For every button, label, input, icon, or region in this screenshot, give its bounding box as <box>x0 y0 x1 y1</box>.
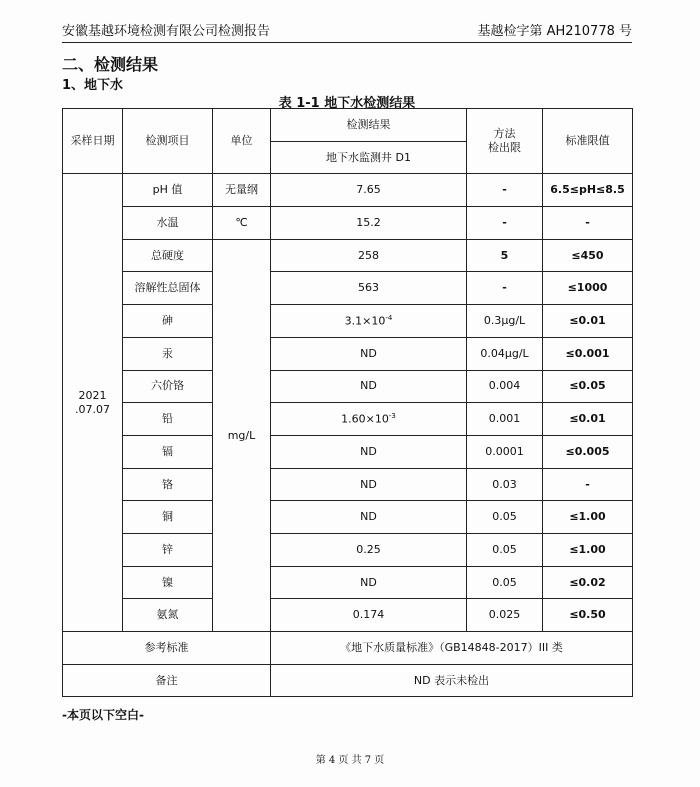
cell-standard: - <box>543 207 633 240</box>
cell-item: 六价铬 <box>123 370 213 403</box>
cell-item: 水温 <box>123 207 213 240</box>
table-row <box>63 272 633 305</box>
cell-result: ND <box>271 501 467 534</box>
header-standard-limit: 标准限值 <box>543 109 633 174</box>
cell-method-limit: - <box>467 174 543 207</box>
results-table <box>62 108 633 697</box>
cell-method-limit: 0.004 <box>467 370 543 403</box>
result-exponent: -4 <box>385 313 393 322</box>
cell-item: 总硬度 <box>123 239 213 272</box>
cell-method-limit: 0.05 <box>467 566 543 599</box>
header-site: 地下水监测井 D1 <box>271 141 467 174</box>
cell-standard: ≤1000 <box>543 272 633 305</box>
table-row <box>63 239 633 272</box>
cell-item: 铬 <box>123 468 213 501</box>
result-base: 3.1×10 <box>344 314 386 328</box>
cell-standard: ≤0.05 <box>543 370 633 403</box>
report-number: 基越检字第 AH210778 号 <box>477 24 632 39</box>
result-exponent: -3 <box>388 411 396 420</box>
cell-method-limit: 0.025 <box>467 599 543 632</box>
cell-standard: ≤0.001 <box>543 337 633 370</box>
result-base: 1.60×10 <box>341 412 389 426</box>
cell-item: 锌 <box>123 533 213 566</box>
cell-result: 0.174 <box>271 599 467 632</box>
cell-standard: ≤0.005 <box>543 435 633 468</box>
cell-result: ND <box>271 566 467 599</box>
cell-method-limit: - <box>467 272 543 305</box>
cell-unit: 无量纲 <box>213 174 271 207</box>
cell-result <box>271 403 467 436</box>
cell-item: 溶解性总固体 <box>123 272 213 305</box>
cell-standard: ≤450 <box>543 239 633 272</box>
remark-row <box>63 664 633 697</box>
table-row <box>63 468 633 501</box>
cell-standard: ≤0.01 <box>543 305 633 338</box>
remark-value: ND 表示未检出 <box>271 664 633 697</box>
cell-standard: ≤0.01 <box>543 403 633 436</box>
cell-item: pH 值 <box>123 174 213 207</box>
table-row <box>63 533 633 566</box>
cell-result: ND <box>271 435 467 468</box>
cell-result: 7.65 <box>271 174 467 207</box>
report-header <box>62 20 632 43</box>
cell-method-limit: 0.04μg/L <box>467 337 543 370</box>
sampling-date: 2021 .07.07 <box>63 174 123 632</box>
cell-unit: ℃ <box>213 207 271 240</box>
blank-below-note: -本页以下空白- <box>62 708 144 722</box>
cell-method-limit: 0.001 <box>467 403 543 436</box>
cell-result: 0.25 <box>271 533 467 566</box>
reference-value: 《地下水质量标准》（GB14848-2017）III 类 <box>271 632 633 665</box>
cell-result: ND <box>271 370 467 403</box>
cell-item: 砷 <box>123 305 213 338</box>
cell-method-limit: 5 <box>467 239 543 272</box>
cell-unit-mgl: mg/L <box>213 239 271 631</box>
cell-standard: ≤0.50 <box>543 599 633 632</box>
cell-item: 铜 <box>123 501 213 534</box>
cell-item: 汞 <box>123 337 213 370</box>
cell-standard: 6.5≤pH≤8.5 <box>543 174 633 207</box>
table-row <box>63 370 633 403</box>
table-row <box>63 501 633 534</box>
cell-standard: ≤0.02 <box>543 566 633 599</box>
cell-result: 563 <box>271 272 467 305</box>
table-row <box>63 207 633 240</box>
header-method-limit: 方法 检出限 <box>467 109 543 174</box>
cell-standard: ≤1.00 <box>543 501 633 534</box>
cell-method-limit: 0.3μg/L <box>467 305 543 338</box>
reference-row <box>63 632 633 665</box>
header-unit: 单位 <box>213 109 271 174</box>
cell-item: 氨氮 <box>123 599 213 632</box>
header-date: 采样日期 <box>63 109 123 174</box>
table-row <box>63 566 633 599</box>
table-row <box>63 403 633 436</box>
table-row <box>63 305 633 338</box>
header-result: 检测结果 <box>271 109 467 142</box>
company-name: 安徽基越环境检测有限公司检测报告 <box>62 24 271 39</box>
page-number: 第 4 页 共 7 页 <box>315 755 385 766</box>
cell-method-limit: 0.03 <box>467 468 543 501</box>
header-item: 检测项目 <box>123 109 213 174</box>
table-caption: 表 1-1 地下水检测结果 <box>278 96 416 111</box>
cell-method-limit: 0.0001 <box>467 435 543 468</box>
table-row <box>63 435 633 468</box>
section-title: 二、检测结果 <box>62 55 159 74</box>
cell-standard: ≤1.00 <box>543 533 633 566</box>
cell-item: 镉 <box>123 435 213 468</box>
table-row <box>63 599 633 632</box>
cell-item: 镍 <box>123 566 213 599</box>
table-header-row <box>63 109 633 142</box>
cell-result: 15.2 <box>271 207 467 240</box>
cell-method-limit: 0.05 <box>467 501 543 534</box>
subsection-title: 1、地下水 <box>62 78 124 93</box>
table-row <box>63 174 633 207</box>
cell-item: 铅 <box>123 403 213 436</box>
table-row <box>63 337 633 370</box>
cell-result <box>271 305 467 338</box>
cell-method-limit: - <box>467 207 543 240</box>
cell-result: 258 <box>271 239 467 272</box>
remark-label: 备注 <box>63 664 271 697</box>
reference-label: 参考标准 <box>63 632 271 665</box>
cell-standard: - <box>543 468 633 501</box>
cell-result: ND <box>271 337 467 370</box>
cell-result: ND <box>271 468 467 501</box>
cell-method-limit: 0.05 <box>467 533 543 566</box>
